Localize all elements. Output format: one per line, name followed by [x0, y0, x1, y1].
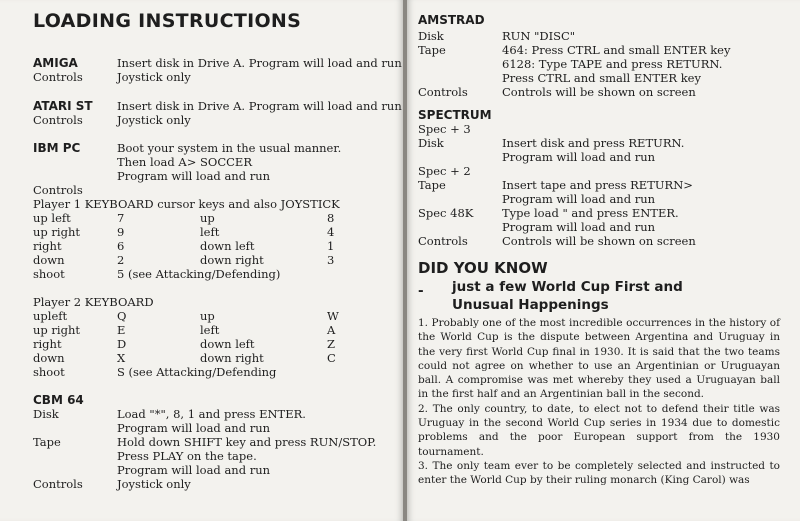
- p1-cell: down left: [200, 239, 255, 253]
- atari-controls-text: Joystick only: [117, 113, 191, 127]
- p2-cell: Z: [327, 337, 335, 351]
- p1-cell: up: [200, 211, 215, 225]
- ibm-line: Boot your system in the usual manner.: [117, 141, 342, 155]
- spectrum-heading: SPECTRUM: [418, 108, 492, 122]
- player2-heading: Player 2 KEYBOARD: [33, 295, 154, 309]
- atari-heading: ATARI ST: [33, 99, 93, 113]
- amiga-controls-label: Controls: [33, 70, 83, 84]
- spectrum-tape-line: Program will load and run: [502, 192, 656, 206]
- p1-cell: 3: [327, 253, 335, 267]
- p2-cell: left: [200, 323, 220, 337]
- amstrad-disk-text: RUN "DISC": [502, 29, 576, 43]
- spectrum-tape-line: Insert tape and press RETURN>: [502, 178, 693, 192]
- p2-cell: up: [200, 309, 215, 323]
- p1-cell: right: [33, 239, 62, 253]
- p2-shoot-label: shoot: [33, 365, 65, 379]
- ibm-controls-label: Controls: [33, 183, 83, 197]
- amstrad-controls-text: Controls will be shown on screen: [502, 85, 696, 99]
- did-you-know-subheading: just a few World Cup First and: [452, 279, 683, 295]
- p2-cell: D: [117, 337, 127, 351]
- cbm-controls-text: Joystick only: [117, 477, 191, 491]
- p2-cell: upleft: [33, 309, 68, 323]
- p2-shoot-text: S (see Attacking/Defending: [117, 365, 277, 379]
- spectrum-disk-line: Program will load and run: [502, 150, 656, 164]
- did-you-know-body: [418, 316, 780, 488]
- p1-cell: 6: [117, 239, 125, 253]
- amstrad-controls-label: Controls: [418, 85, 468, 99]
- p2-cell: C: [327, 351, 336, 365]
- spectrum-tape-label: Tape: [418, 178, 446, 192]
- spectrum-disk-label: Disk: [418, 136, 444, 150]
- p2-cell: E: [117, 323, 126, 337]
- p2-cell: down right: [200, 351, 264, 365]
- fact-paragraph: 3. The only team ever to be completely selected and instructed to enter the World Cup by their ruling monarch (King Carol) was: [418, 459, 780, 487]
- amstrad-tape-line: 464: Press CTRL and small ENTER key: [502, 43, 731, 57]
- spectrum-disk-line: Insert disk and press RETURN.: [502, 136, 685, 150]
- amstrad-tape-line: Press CTRL and small ENTER key: [502, 71, 701, 85]
- p1-cell: 9: [117, 225, 125, 239]
- fact-paragraph: 2. The only country, to date, to elect not to defend their title was Uruguay in the second World Cup series in 1934 due to domestic problems and the poor European support from the 1930 tournament.: [418, 402, 780, 458]
- did-you-know-subheading: Unusual Happenings: [452, 297, 609, 313]
- cbm-tape-label: Tape: [33, 435, 61, 449]
- spec2-label: Spec + 2: [418, 164, 471, 178]
- spec48-line: Program will load and run: [502, 220, 656, 234]
- p2-cell: X: [117, 351, 126, 365]
- p1-cell: down right: [200, 253, 264, 267]
- p1-cell: 4: [327, 225, 335, 239]
- cbm-disk-line: Load "*", 8, 1 and press ENTER.: [117, 407, 306, 421]
- page-title: LOADING INSTRUCTIONS: [33, 10, 302, 32]
- ibm-line: Program will load and run: [117, 169, 271, 183]
- cbm-disk-label: Disk: [33, 407, 59, 421]
- p1-shoot-text: 5 (see Attacking/Defending): [117, 267, 281, 281]
- p2-cell: down left: [200, 337, 255, 351]
- spec48-line: Type load " and press ENTER.: [502, 206, 679, 220]
- spec48-label: Spec 48K: [418, 206, 474, 220]
- did-you-know-heading: DID YOU KNOW: [418, 259, 548, 277]
- p1-cell: 7: [117, 211, 125, 225]
- p1-cell: left: [200, 225, 220, 239]
- p2-cell: Q: [117, 309, 127, 323]
- p1-cell: up left: [33, 211, 71, 225]
- amstrad-heading: AMSTRAD: [418, 13, 485, 27]
- fact-paragraph: 1. Probably one of the most incredible occurrences in the history of the World Cup is the dispute between Argentina and Uruguay in the very first World Cup final in 1930. It is said that the two teams could not agree on whether to use an Argentinian or Uruguayan ball. A compromise was met whereby they used a Uruguayan ball in the first half and an Argentinian ball in the second.: [418, 317, 780, 401]
- p2-cell: down: [33, 351, 65, 365]
- atari-controls-label: Controls: [33, 113, 83, 127]
- p2-cell: A: [327, 323, 336, 337]
- spec3-label: Spec + 3: [418, 122, 471, 136]
- spectrum-controls-text: Controls will be shown on screen: [502, 234, 696, 248]
- spectrum-controls-label: Controls: [418, 234, 468, 248]
- cbm-tape-line: Program will load and run: [117, 463, 271, 477]
- p1-cell: down: [33, 253, 65, 267]
- ibm-heading: IBM PC: [33, 141, 81, 155]
- p1-cell: 8: [327, 211, 335, 225]
- amiga-controls-text: Joystick only: [117, 70, 191, 84]
- p2-cell: W: [327, 309, 339, 323]
- p1-cell: 2: [117, 253, 125, 267]
- cbm-heading: CBM 64: [33, 393, 84, 407]
- cbm-tape-line: Press PLAY on the tape.: [117, 449, 257, 463]
- cbm-disk-line: Program will load and run: [117, 421, 271, 435]
- p1-cell: 1: [327, 239, 335, 253]
- ibm-line: Then load A> SOCCER: [117, 155, 252, 169]
- p2-cell: up right: [33, 323, 80, 337]
- cbm-tape-line: Hold down SHIFT key and press RUN/STOP.: [117, 435, 377, 449]
- player1-heading: Player 1 KEYBOARD cursor keys and also JOYSTICK: [33, 197, 340, 211]
- subheading-dash: -: [418, 283, 424, 299]
- amstrad-disk-label: Disk: [418, 29, 444, 43]
- p1-shoot-label: shoot: [33, 267, 65, 281]
- cbm-controls-label: Controls: [33, 477, 83, 491]
- amstrad-tape-line: 6128: Type TAPE and press RETURN.: [502, 57, 723, 71]
- amstrad-tape-label: Tape: [418, 43, 446, 57]
- atari-text: Insert disk in Drive A. Program will load and run: [117, 99, 402, 113]
- p2-cell: right: [33, 337, 62, 351]
- amiga-text: Insert disk in Drive A. Program will load and run: [117, 56, 402, 70]
- amiga-heading: AMIGA: [33, 56, 78, 70]
- p1-cell: up right: [33, 225, 80, 239]
